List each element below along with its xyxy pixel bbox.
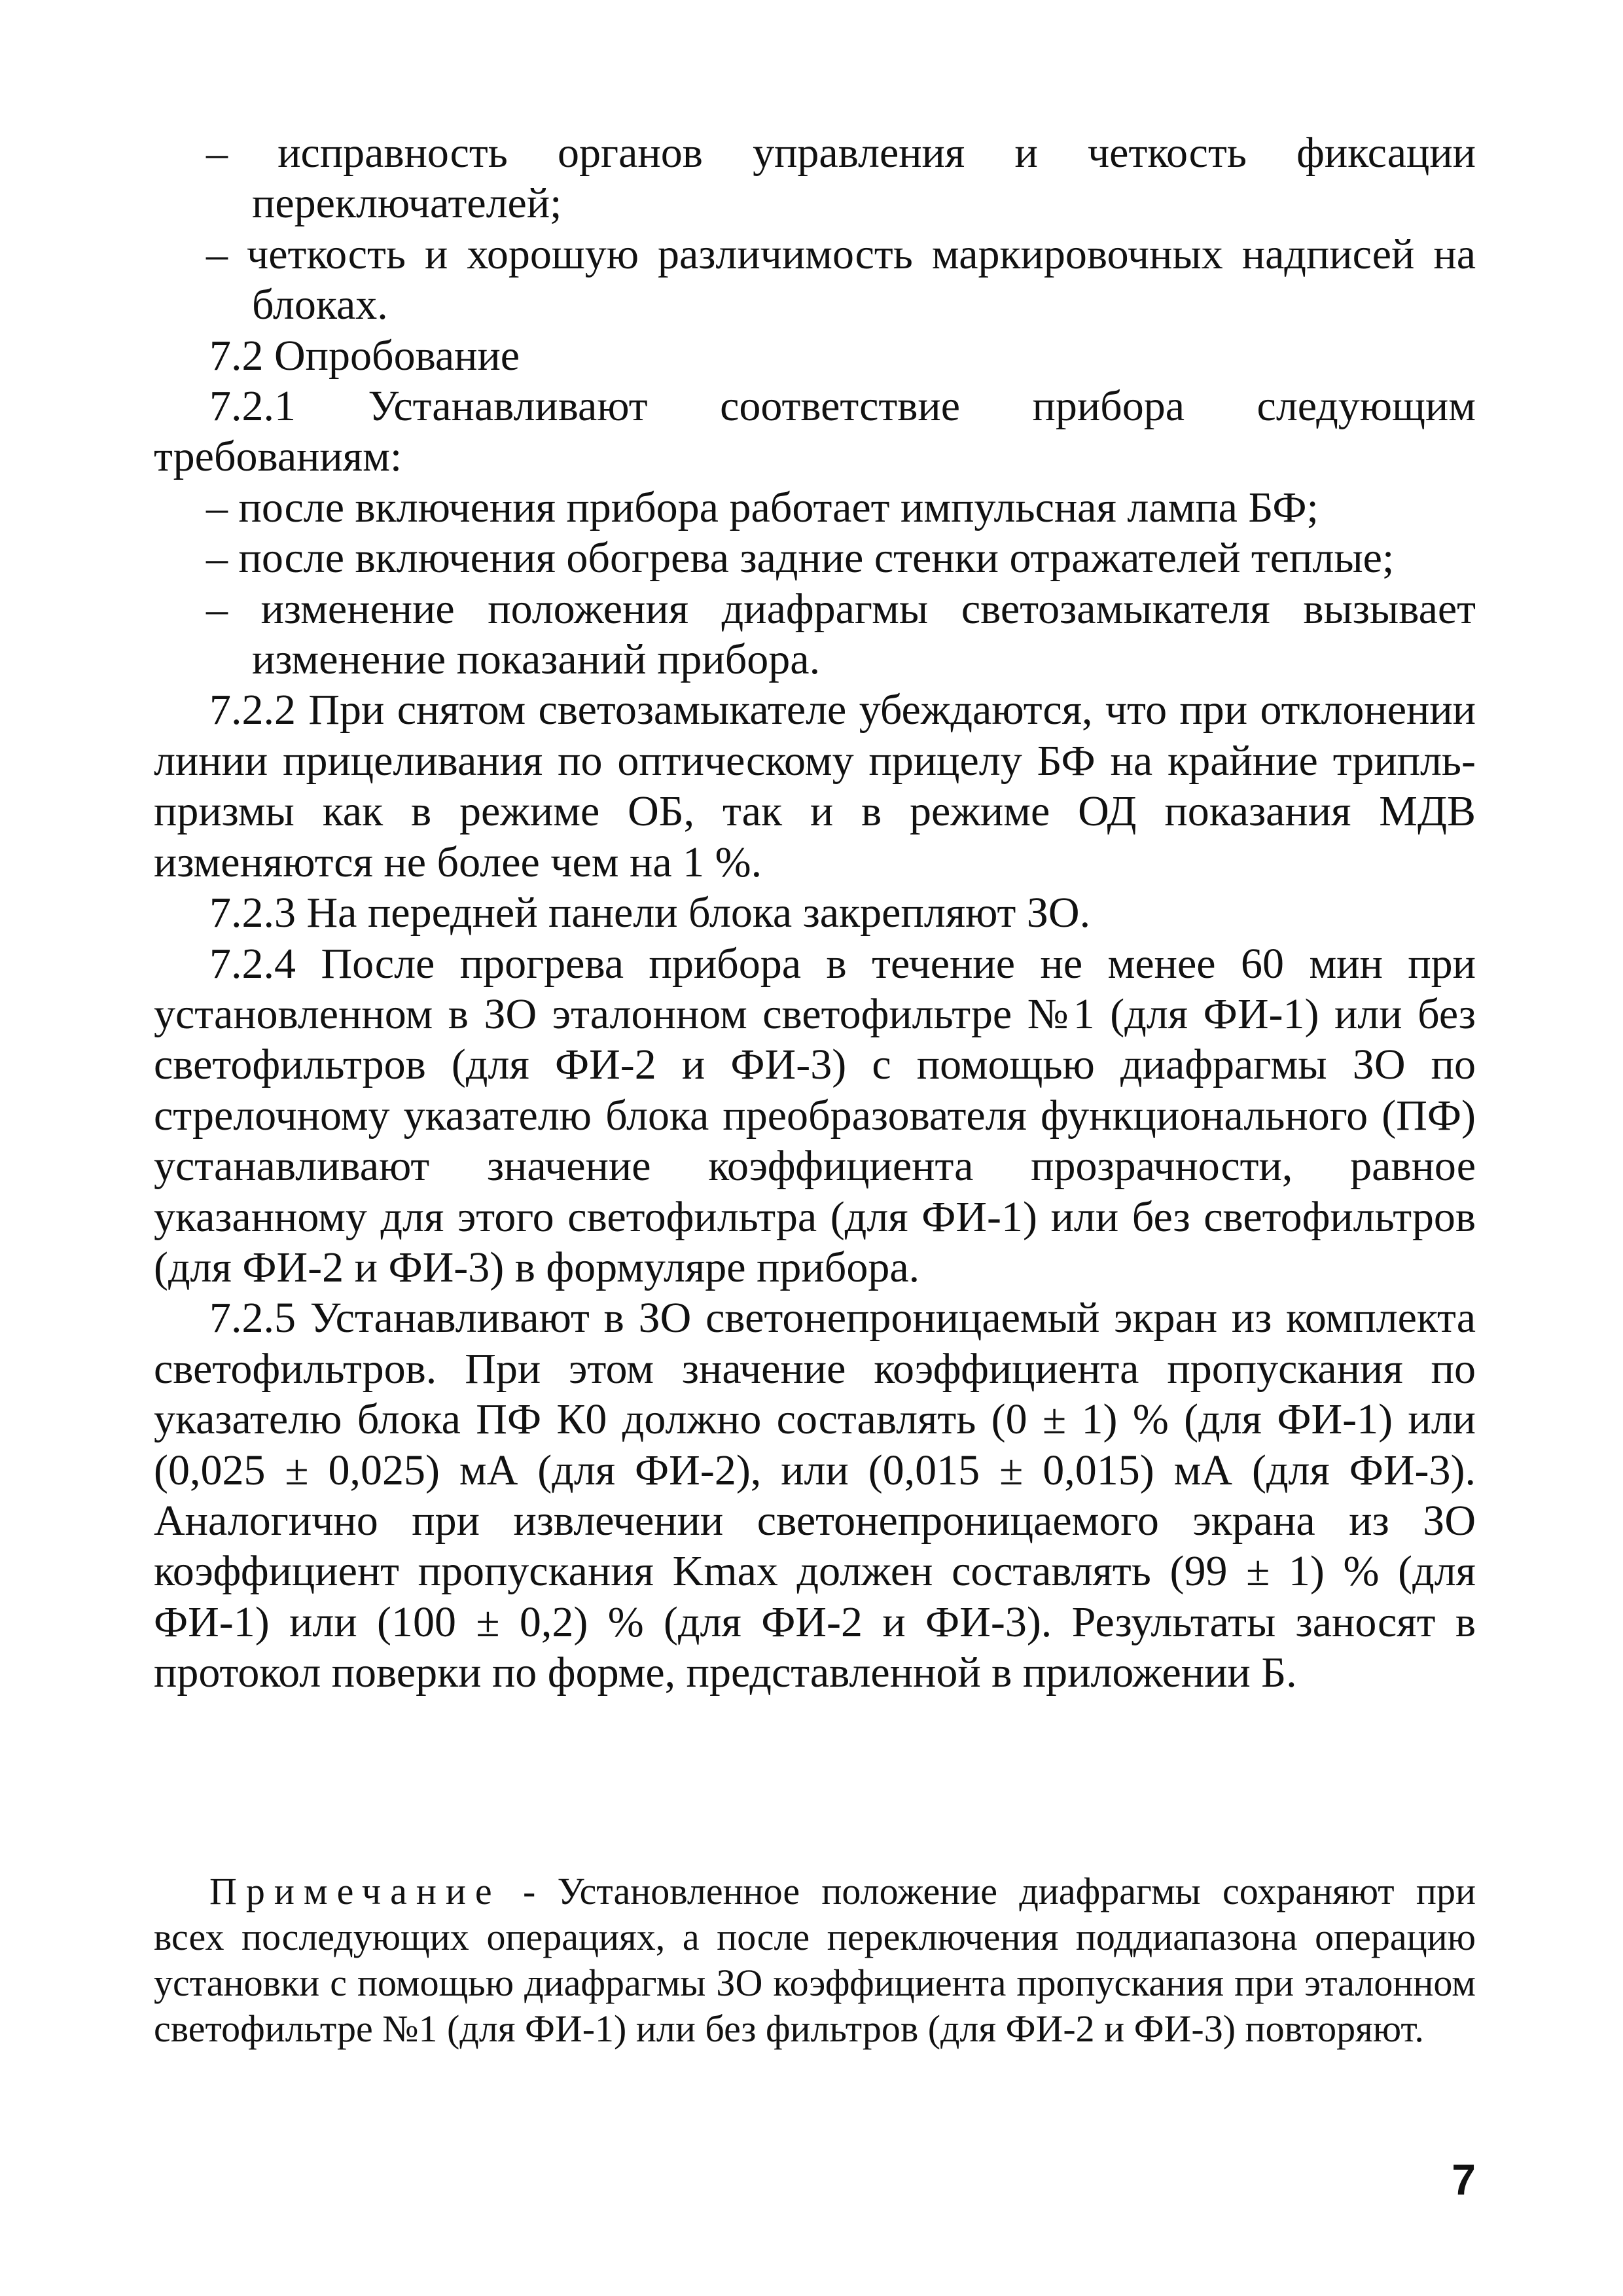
page-number: 7 bbox=[1452, 2155, 1476, 2204]
list-item-heating: – после включения обогрева задние стенки отражателей теплые; bbox=[206, 534, 1395, 583]
main-text bbox=[154, 128, 1476, 1698]
section-heading-7-2: 7.2 Опробование bbox=[209, 331, 520, 380]
list-item-lamp: – после включения прибора работает импульсная лампа БФ; bbox=[206, 483, 1319, 531]
paragraph-7-2-4: 7.2.4 После прогрева прибора в течение не менее 60 мин при установленном в ЗО эталонном светофильтре №1 (для ФИ-1) или без светофильтров (для ФИ-2 и ФИ-3) с помощью диафрагмы ЗО по стрелочному указателю блока преобразователя функционального (ПФ) устанавливают значение коэффициента прозрачности, равное указанному для этого светофильтра (для ФИ-1) или без светофильтров (для ФИ-2 и ФИ-3) в формуляре прибора. bbox=[154, 939, 1476, 1291]
note-text: - Установленное положение диафрагмы сохраняют при всех последующих операциях, а после переключения поддиапазона операцию установки с помощью диафрагмы ЗО коэффициента пропускания при эталонном светофильтре №1 (для ФИ-1) или без фильтров (для ФИ-2 и ФИ-3) повторяют. bbox=[154, 1870, 1476, 2050]
paragraph-7-2-1: 7.2.1 Устанавливают соответствие прибора следующим требованиям: bbox=[154, 382, 1476, 481]
list-item-labels: – четкость и хорошую различимость маркировочных надписей на блоках. bbox=[206, 230, 1476, 329]
paragraph-7-2-3: 7.2.3 На передней панели блока закрепляют ЗО. bbox=[209, 889, 1091, 937]
note-label: Примечание bbox=[209, 1870, 501, 1912]
list-item-controls: – исправность органов управления и четкость фиксации переключателей; bbox=[206, 129, 1476, 228]
paragraph-7-2-5: 7.2.5 Устанавливают в ЗО светонепроницаемый экран из комплекта светофильтров. При этом значение коэффициента пропускания по указателю блока ПФ К0 должно составлять (0 ± 1) % (для ФИ-1) или (0,025 ± 0,025) мА (для ФИ-2), или (0,015 ± 0,015) мА (для ФИ-3). Аналогично при извлечении светонепроницаемого экрана из ЗО коэффициент пропускания Kmax должен составлять (99 ± 1) % (для ФИ-1) или (100 ± 0,2) % (для ФИ-2 и ФИ-3). Результаты заносят в протокол поверки по форме, представленной в приложении Б. bbox=[154, 1294, 1476, 1697]
list-item-diaphragm: – изменение положения диафрагмы светозамыкателя вызывает изменение показаний прибора. bbox=[206, 584, 1476, 684]
paragraph-7-2-2: 7.2.2 При снятом светозамыкателе убеждаются, что при отклонении линии прицеливания по оптическому прицелу БФ на крайние трипль-призмы как в режиме ОБ, так и в режиме ОД показания МДВ изменяются не более чем на 1 %. bbox=[154, 686, 1476, 886]
note-paragraph bbox=[154, 1869, 1476, 2052]
